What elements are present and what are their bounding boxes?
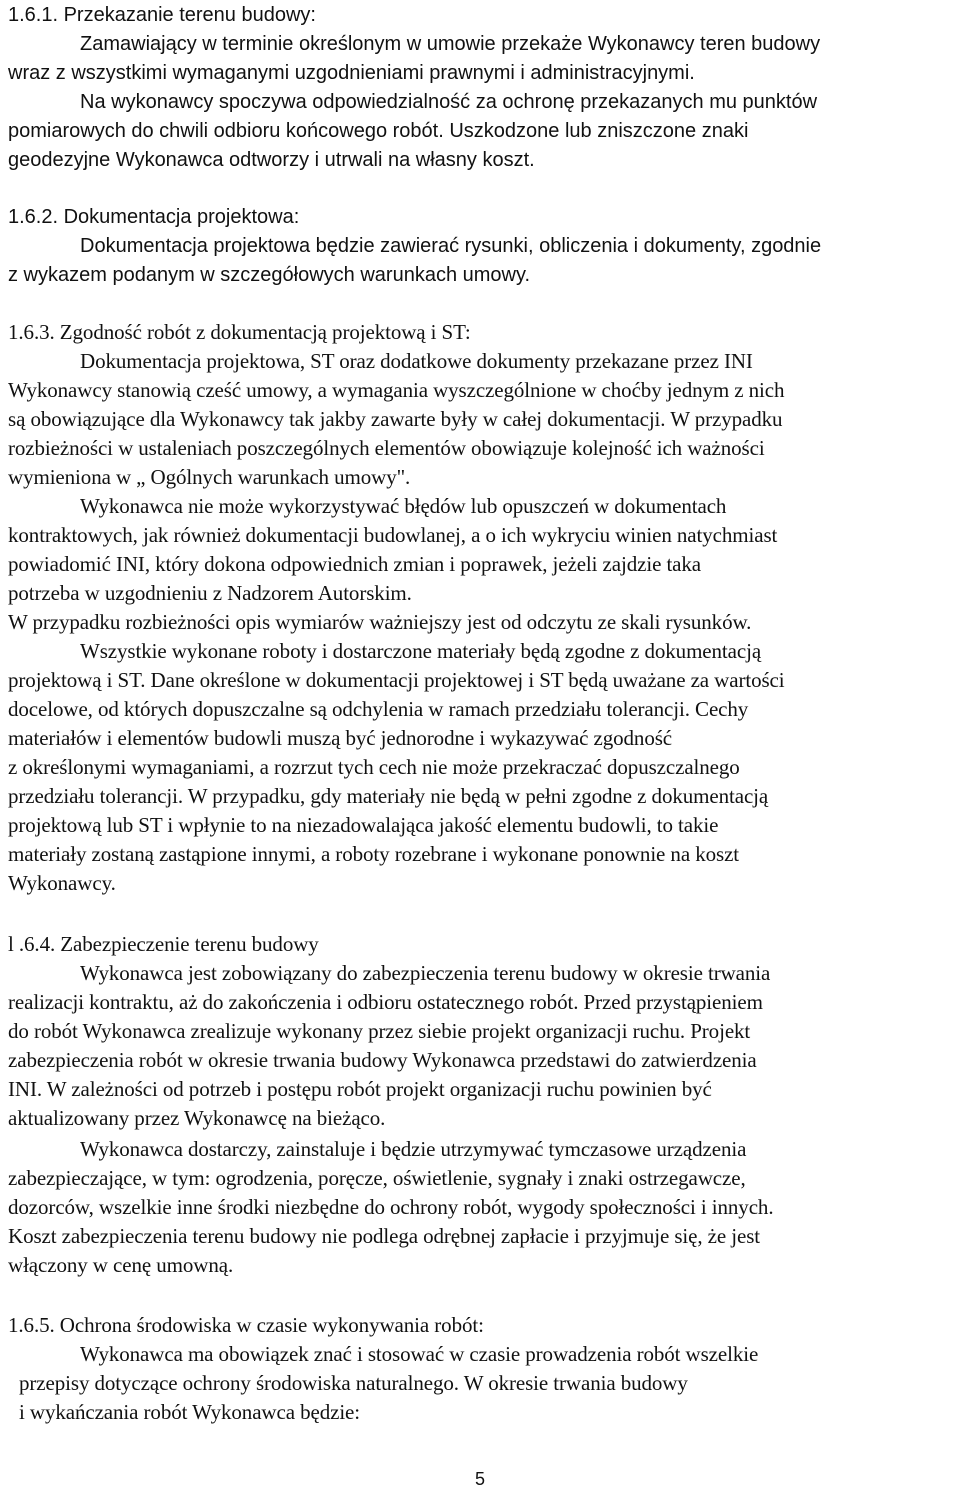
text-line: docelowe, od których dopuszczalne są odchylenia w ramach przedziału tolerancji. Cechy (8, 697, 749, 721)
text-line: Wykonawcy stanowią cześć umowy, a wymagania wyszczególnione w choćby jednym z nich (8, 378, 785, 402)
text-line: przepisy dotyczące ochrony środowiska naturalnego. W okresie trwania budowy (19, 1371, 688, 1395)
text-line: do robót Wykonawca zrealizuje wykonany przez siebie projekt organizacji ruchu. Projekt (8, 1019, 751, 1043)
text-line: z określonymi wymaganiami, a rozrzut tych cech nie może przekraczać dopuszczalnego (8, 755, 740, 779)
text-line: Wykonawca dostarczy, zainstaluje i będzie utrzymywać tymczasowe urządzenia (80, 1137, 747, 1161)
text-line: i wykańczania robót Wykonawca będzie: (19, 1400, 361, 1424)
text-line: włączony w cenę umowną. (8, 1253, 234, 1277)
text-line: zabezpieczenia robót w okresie trwania budowy Wykonawca przedstawi do zatwierdzenia (8, 1048, 757, 1072)
text-line: materiałów i elementów budowli muszą być jednorodne i wykazywać zgodność (8, 726, 673, 750)
text-line: wymieniona w „ Ogólnych warunkach umowy". (8, 465, 411, 489)
text-line: wraz z wszystkimi wymaganymi uzgodnieniami prawnymi i administracyjnymi. (8, 62, 695, 84)
section-heading: 1.6.3. Zgodność robót z dokumentacją projektową i ST: (8, 320, 471, 344)
text-line: Wykonawcy. (8, 871, 116, 895)
section-heading: 1.6.1. Przekazanie terenu budowy: (8, 4, 316, 26)
text-line: geodezyjne Wykonawca odtworzy i utrwali na własny koszt. (8, 149, 535, 171)
text-line: Wszystkie wykonane roboty i dostarczone materiały będą zgodne z dokumentacją (80, 639, 762, 663)
text-line: Koszt zabezpieczenia terenu budowy nie podlega odrębnej zapłacie i przyjmuje się, że jest (8, 1224, 761, 1248)
text-line: aktualizowany przez Wykonawcę na bieżąco. (8, 1106, 386, 1130)
text-line: są obowiązujące dla Wykonawcy tak jakby zawarte były w całej dokumentacji. W przypadku (8, 407, 783, 431)
section-heading: 1.6.5. Ochrona środowiska w czasie wykonywania robót: (8, 1313, 484, 1337)
text-line: Zamawiający w terminie określonym w umowie przekaże Wykonawcy teren budowy (80, 33, 821, 55)
text-line: przedziału tolerancji. W przypadku, gdy materiały nie będą w pełni zgodne z dokumentacją (8, 784, 769, 808)
text-line: powiadomić INI, który dokona odpowiednich zmian i poprawek, jeżeli zajdzie taka (8, 552, 702, 576)
text-line: materiały zostaną zastąpione innymi, a roboty rozebrane i wykonane ponownie na koszt (8, 842, 740, 866)
text-line: Dokumentacja projektowa, ST oraz dodatkowe dokumenty przekazane przez INI (80, 349, 753, 373)
text-line: W przypadku rozbieżności opis wymiarów ważniejszy jest od odczytu ze skali rysunków. (8, 610, 752, 634)
section-heading: l .6.4. Zabezpieczenie terenu budowy (8, 932, 319, 956)
text-line: Na wykonawcy spoczywa odpowiedzialność za ochronę przekazanych mu punktów (80, 91, 818, 113)
text-line: Wykonawca jest zobowiązany do zabezpieczenia terenu budowy w okresie trwania (80, 961, 771, 985)
text-line: Wykonawca nie może wykorzystywać błędów lub opuszczeń w dokumentach (80, 494, 727, 518)
page-number: 5 (474, 1469, 485, 1489)
text-line: pomiarowych do chwili odbioru końcowego robót. Uszkodzone lub zniszczone znaki (8, 120, 749, 142)
text-line: projektową i ST. Dane określone w dokumentacji projektowej i ST będą uważane za wartości (8, 668, 785, 692)
text-line: Wykonawca ma obowiązek znać i stosować w czasie prowadzenia robót wszelkie (80, 1342, 759, 1366)
section-heading: 1.6.2. Dokumentacja projektowa: (8, 206, 300, 228)
text-line: potrzeba w uzgodnieniu z Nadzorem Autorskim. (8, 581, 412, 605)
text-line: z wykazem podanym w szczegółowych warunkach umowy. (8, 264, 531, 286)
text-line: INI. W zależności od potrzeb i postępu robót projekt organizacji ruchu powinien być (8, 1077, 712, 1101)
text-line: zabezpieczające, w tym: ogrodzenia, poręcze, oświetlenie, sygnały i znaki ostrzegawcze, (8, 1166, 746, 1190)
text-line: kontraktowych, jak również dokumentacji budowlanej, a o ich wykryciu winien natychmiast (8, 523, 778, 547)
text-line: dozorców, wszelkie inne środki niezbędne do ochrony robót, wygody społeczności i innych. (8, 1195, 774, 1219)
text-line: projektową lub ST i wpłynie to na niezadowalająca jakość elementu budowli, to takie (8, 813, 719, 837)
text-line: rozbieżności w ustaleniach poszczególnych elementów obowiązuje kolejność ich ważności (8, 436, 765, 460)
text-line: Dokumentacja projektowa będzie zawierać rysunki, obliczenia i dokumenty, zgodnie (80, 235, 822, 257)
text-line: realizacji kontraktu, aż do zakończenia i odbioru ostatecznego robót. Przed przystąpieniem (8, 990, 763, 1014)
